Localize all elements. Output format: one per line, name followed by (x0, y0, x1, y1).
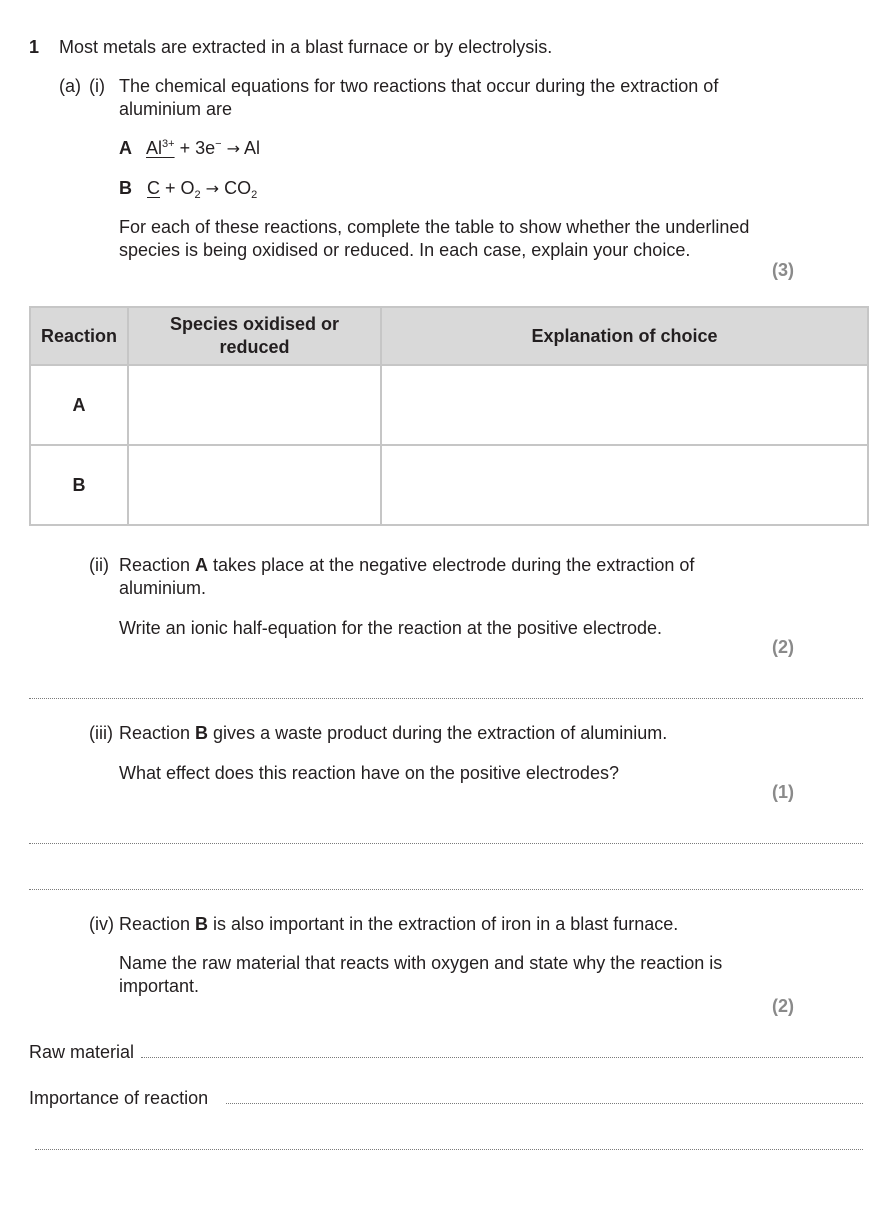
part-i-stem-line1: The chemical equations for two reactions that occur during the extraction of (119, 76, 719, 96)
part-iii-label: (iii) (89, 723, 113, 743)
question-number: 1 (29, 37, 40, 57)
part-ii-stem-line2: aluminium. (119, 578, 207, 598)
table-row (30, 445, 868, 525)
part-i-instruction-line2: species is being oxidised or reduced. In each case, explain your choice. (119, 240, 691, 260)
row-b-species-cell[interactable] (128, 445, 381, 525)
importance-label: Importance of reaction (29, 1088, 209, 1108)
row-a-explanation-cell[interactable] (381, 365, 868, 445)
part-ii-label: (ii) (89, 555, 109, 575)
answer-line[interactable] (29, 843, 863, 844)
table-header-row (30, 307, 868, 365)
table-row (30, 365, 868, 445)
part-ii-task: Write an ionic half-equation for the reaction at the positive electrode. (119, 618, 662, 638)
reaction-arrow-icon: → (226, 139, 240, 158)
equation-b-underlined-species: C (147, 178, 161, 198)
part-a-label: (a) (59, 76, 81, 96)
part-i-stem-line2: aluminium are (119, 99, 233, 119)
part-i-instruction-line1: For each of these reactions, complete the table to show whether the underlined (119, 217, 750, 237)
part-iv-marks: (2) (772, 996, 794, 1016)
answer-line[interactable] (35, 1149, 863, 1150)
equation-b-label: B (119, 178, 132, 198)
reaction-arrow-icon: → (205, 179, 220, 198)
question-intro: Most metals are extracted in a blast furnace or by electrolysis. (59, 37, 553, 57)
answer-line[interactable] (29, 698, 863, 699)
part-iii-task: What effect does this reaction have on the positive electrodes? (119, 763, 619, 783)
answer-table (29, 306, 869, 526)
part-i-marks: (3) (772, 260, 794, 280)
equation-b: B $C + O_2 \to CO_2$ (119, 178, 258, 201)
part-ii-marks: (2) (772, 637, 794, 657)
answer-line[interactable] (29, 889, 863, 890)
part-iv-stem: Reaction B is also important in the extraction of iron in a blast furnace. (119, 914, 679, 934)
part-iv-task-line2: important. (119, 976, 200, 996)
row-b-explanation-cell[interactable] (381, 445, 868, 525)
header-explanation: Explanation of choice (381, 307, 868, 365)
equation-a-underlined-species: $Al^{3+}$ (146, 138, 175, 158)
raw-material-label: Raw material (29, 1042, 135, 1062)
part-iv-task-line1: Name the raw material that reacts with oxygen and state why the reaction is (119, 953, 723, 973)
row-a-reaction: A (30, 365, 128, 445)
part-i-label: (i) (89, 76, 105, 96)
header-reaction: Reaction (30, 307, 128, 365)
part-iv-label: (iv) (89, 914, 114, 934)
equation-a-label: A (119, 138, 132, 158)
part-ii-stem: Reaction A takes place at the negative electrode during the extraction of (119, 555, 695, 575)
part-iii-stem: Reaction B gives a waste product during the extraction of aluminium. (119, 723, 668, 743)
row-b-reaction: B (30, 445, 128, 525)
equation-a: A $Al^{3+} + 3e^- \to Al$ (119, 138, 261, 158)
raw-material-answer-line[interactable] (141, 1057, 863, 1058)
header-species: Species oxidised or reduced (128, 307, 381, 365)
row-a-species-cell[interactable] (128, 365, 381, 445)
importance-answer-line[interactable] (226, 1103, 863, 1104)
part-iii-marks: (1) (772, 782, 794, 802)
